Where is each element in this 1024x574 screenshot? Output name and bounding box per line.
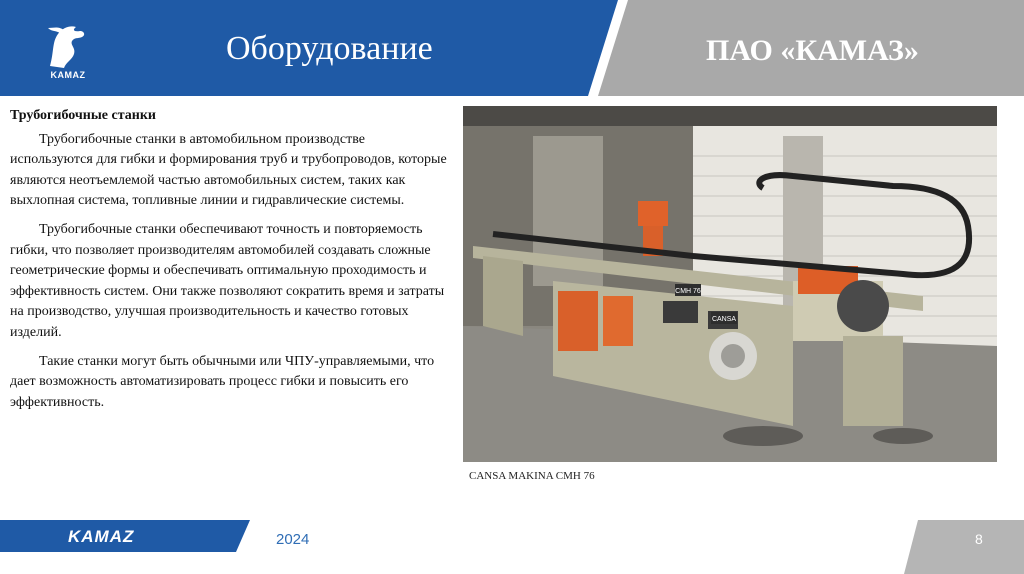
footer-logo-text: KAMAZ [68, 527, 135, 546]
page-number: 8 [975, 531, 983, 547]
machine-model-label: CMH 76 [675, 288, 701, 295]
machine-photo [463, 106, 997, 462]
paragraph-3: Такие станки могут быть обычными или ЧПУ-управляемыми, что дает возможность автоматизировать процесс гибки и повысить его эффективность. [10, 353, 435, 410]
photo-caption: CANSA MAKINA CMH 76 [469, 470, 595, 482]
header-bar [0, 0, 1024, 96]
footer-year: 2024 [276, 531, 310, 548]
page-title: Оборудование [226, 30, 433, 67]
pipe-bending-machine-image [463, 106, 997, 462]
header-logo-text: KAMAZ [50, 70, 86, 80]
machine-brand-label: CANSA [711, 316, 737, 323]
paragraph-1: Трубогибочные станки в автомобильном производстве используются для гибки и формирования труб и трубопроводов, которые являются неотъемлемой частью автомобильных систем, таких как выхлопная система, топливные линии и гидравлические системы. [10, 131, 447, 209]
footer-background [0, 520, 1024, 574]
section-subtitle: Трубогибочные станки [10, 108, 156, 123]
footer-bar [0, 520, 1024, 574]
paragraph-2: Трубогибочные станки обеспечивают точность и повторяемость гибки, что позволяет производителям автомобилей создавать сложные геометрические формы и обеспечивать оптимальную проходимость и эффективность систем. Они также позволяют сократить время и затраты на производство, улучшая производительность и качество готовых изделий. [10, 221, 445, 340]
text-block [10, 106, 450, 421]
company-name: ПАО «КАМАЗ» [706, 34, 919, 67]
